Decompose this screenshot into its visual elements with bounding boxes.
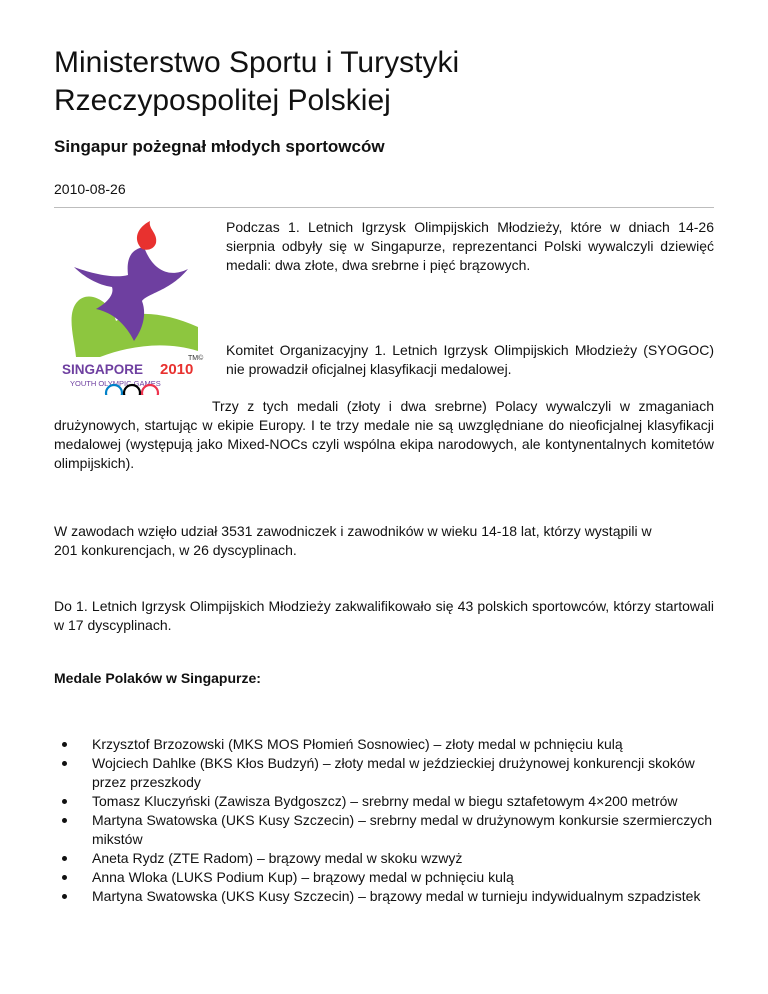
logo-wordmark-singapore: SINGAPORE bbox=[62, 362, 144, 377]
paragraph-syogoc: Komitet Organizacyjny 1. Letnich Igrzysk Olimpijskich Młodzieży (SYOGOC) nie prowadził oficjalnej klasyfikacji medalowej. bbox=[226, 342, 714, 377]
article-date: 2010-08-26 bbox=[54, 181, 126, 197]
medal-item: Aneta Rydz (ZTE Radom) – brązowy medal w skoku wzwyż bbox=[54, 849, 714, 868]
logo-flame bbox=[137, 221, 156, 250]
medal-item: Tomasz Kluczyński (Zawisza Bydgoszcz) – srebrny medal w biegu sztafetowym 4×200 metrów bbox=[54, 792, 714, 811]
medals-heading: Medale Polaków w Singapurze: bbox=[54, 670, 261, 686]
ministry-title-line2: Rzeczypospolitej Polskiej bbox=[54, 84, 391, 117]
paragraph-polish-athletes: Do 1. Letnich Igrzysk Olimpijskich Młodzieży zakwalifikowało się 43 polskich sportowców, którzy startowali w 17 dyscyplinach. bbox=[54, 598, 714, 633]
medal-item: Anna Wloka (LUKS Podium Kup) – brązowy medal w pchnięciu kulą bbox=[54, 868, 714, 887]
medals-list bbox=[54, 735, 714, 906]
medal-item: Wojciech Dahlke (BKS Kłos Budzyń) – złoty medal w jeździeckiej drużynowej konkurencji skoków przez przeszkody bbox=[54, 754, 714, 792]
paragraph-team-medals: Trzy z tych medali (złoty i dwa srebrne) Polacy wywalczyli w zmaganiach drużynowych, startując w ekipie Europy. I te trzy medale nie są uwzględniane do nieoficjalnej klasyfikacji medalowej (występują jako Mixed-NOCs czyli wspólna ekipa narodowych, ale kontynentalnych komitetów olimpijskich). bbox=[54, 398, 714, 471]
paragraph-participants: W zawodach wzięło udział 3531 zawodniczek i zawodników w wieku 14-18 lat, którzy wystąpili w 201 konkurencjach, w 26 dyscyplinach. bbox=[54, 523, 652, 558]
singapore-2010-logo bbox=[56, 217, 206, 395]
ministry-title-line1: Ministerstwo Sportu i Turystyki bbox=[54, 46, 460, 79]
medal-item: Martyna Swatowska (UKS Kusy Szczecin) – brązowy medal w turnieju indywidualnym szpadzistek bbox=[54, 887, 714, 906]
paragraph-intro-medals: Podczas 1. Letnich Igrzysk Olimpijskich Młodzieży, które w dniach 14-26 sierpnia odbyły się w Singapurze, reprezentanci Polski wywalczyli dziewięć medali: dwa złote, dwa srebrne i pięć brązowych. bbox=[226, 219, 714, 273]
medal-item: Martyna Swatowska (UKS Kusy Szczecin) – srebrny medal w drużynowym konkursie szermierczych mikstów bbox=[54, 811, 714, 849]
article-title: Singapur pożegnał młodych sportowców bbox=[54, 137, 385, 156]
logo-tm: TM© bbox=[188, 355, 204, 362]
ministry-title bbox=[54, 44, 714, 120]
logo-subtitle: YOUTH OLYMPIC GAMES bbox=[70, 379, 161, 388]
divider bbox=[54, 207, 714, 208]
logo-wordmark-2010: 2010 bbox=[160, 361, 194, 378]
medal-item: Krzysztof Brzozowski (MKS MOS Płomień Sosnowiec) – złoty medal w pchnięciu kulą bbox=[54, 735, 714, 754]
